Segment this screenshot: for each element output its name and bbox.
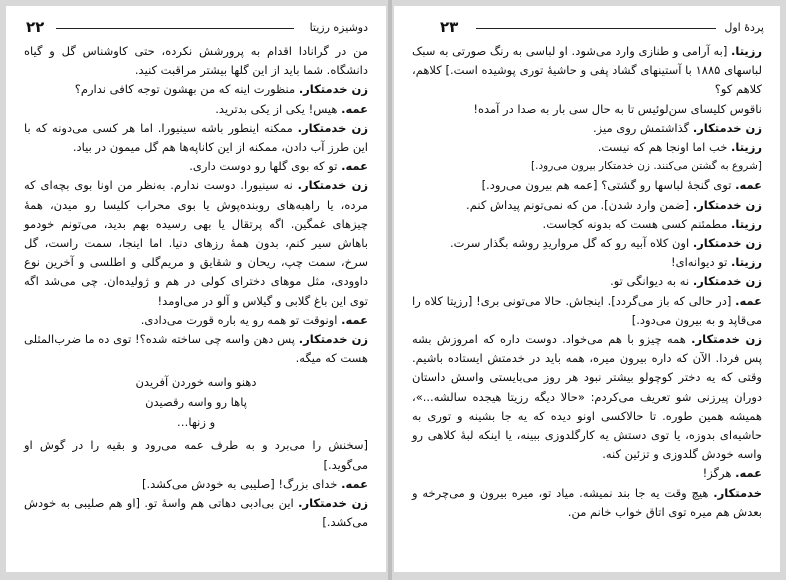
right-page-header <box>410 18 764 36</box>
dialogue-paragraph: زن خدمتکار. نه سینیورا. دوست ندارم. به‌نظر من اونا بوی بچه‌ای که مرده، یا راهبه‌های روبنده‌پوش یا بوی محراب کلیسا رو میدن، همهٔ چیزهای غمگین. اگه پرتقال یا بهی رسیده بهم بدید، می‌تونم خودمو باهاش سیر کنم، بدون همهٔ رزهای دنیا. اما اینجا، سمت راست، گل سرخ، سمت چپ، ریحان و شقایق و مریم‌گلی و اطلسی و آخرین نوع داوودی، مثل موهای دخترای کولی در هم و ژولیده‌ان. چی می‌شد اگه توی این باغ گلابی و گیلاس و آلو در می‌اومد! <box>24 178 369 308</box>
dialogue-paragraph: زن خدمتکار. اون کلاه آبیه رو که گل مرواریدِ روشه بگذار سرت. <box>449 236 762 251</box>
poem-line: دهنو واسه خوردن آفریدن <box>135 375 257 390</box>
dialogue-paragraph: زن خدمتکار. گذاشتمش روی میز. <box>592 120 762 135</box>
header-rule <box>476 28 716 29</box>
right-page-number: ۲۳ <box>440 18 459 36</box>
dialogue-paragraph: زن خدمتکار. این بی‌ادبی دهاتی هم واسهٔ تو. [او هم صلیبی به خودش می‌کشد.] <box>24 496 369 530</box>
left-page-header <box>22 18 370 36</box>
dialogue-paragraph: زن خدمتکار. ممکنه اینطور باشه سینیورا. اما هر کسی می‌دونه که با این طرز آب دادن، ممکنه از این کاناپه‌ها هم گل میمون در بیاد. <box>24 120 368 155</box>
dialogue-paragraph: رزیتا. خب اما اونجا هم که نیست. <box>597 140 762 155</box>
poem-line: پاها رو واسه رقصیدن <box>145 395 247 410</box>
dialogue-paragraph: رزیتا. مطمئنم کسی هست که بدونه کجاست. <box>542 216 762 231</box>
left-page <box>6 6 386 572</box>
dialogue-paragraph: من در گرانادا اقدام به پرورشش نکرده، حتی کاوشناس گل و گیاه دانشگاه. شما باید از این گلها بیشتر مراقبت کنید. <box>24 44 368 78</box>
dialogue-paragraph: عمه. هرگز! <box>702 466 762 481</box>
dialogue-paragraph: عمه. اونوقت تو همه رو یه باره قورت می‌دادی. <box>140 312 368 327</box>
dialogue-paragraph: عمه. تو که بوی گلها رو دوست داری. <box>189 159 368 174</box>
stage-direction: [شروع به گشتن می‌کنند. زن خدمتکار بیرون می‌رود.] <box>531 160 762 173</box>
right-page <box>394 6 780 572</box>
dialogue-paragraph: عمه. هیس! یکی از یکی بدترید. <box>215 101 368 116</box>
right-page-body <box>412 42 762 522</box>
dialogue-paragraph: زن خدمتکار. پس دهن واسه چی ساخته شده؟! توی ده ما ضرب‌المثلی هست که میگه. <box>24 332 369 366</box>
dialogue-paragraph: عمه. خدای بزرگ! [صلیبی به خودش می‌کشد.] <box>141 476 368 491</box>
dialogue-paragraph: زن خدمتکار. همه چیزو با هم می‌خواد. دوست داره که امروزش بشه پس فردا. الآن که داره بیرون میره، همه باید در خدمتش ایستاده باشیم. وقتی که یه دختر کوچولو بیشتر نبود هر روز می‌بایستی واسش داستان دوران پیرزنی شو تعریف می‌کردم: «حالا دیگه رزیتا هیجده سالشه...»، همیشه همین طوره. تا حالاکسی اونو دیده که یه جا بشینه و توری به حاشیه‌ای بدوزه، یا توی دستش یه کارگلدوزی ببینه، یا اینکه لبهٔ کلاهی رو واسه خودش گلدوزی و تزئین کنه. <box>412 332 762 462</box>
dialogue-paragraph: رزیتا. [به آرامی و طنازی وارد می‌شود. او لباسی به رنگ صورتی به سبک لباسهای ۱۸۸۵ با آستینهای گشاد پفی و حاشیهٔ توری پوشیده است.] کلاهم، کلاهم کو؟ <box>412 44 763 97</box>
poem-line: و زنها… <box>176 415 216 430</box>
right-running-title: پردهٔ اول <box>724 21 764 34</box>
dialogue-paragraph: رزیتا. تو دیوانه‌ای! <box>670 255 762 270</box>
dialogue-paragraph: ناقوس کلیسای سن‌لوئیس تا به حال سی بار به صدا در آمده! <box>473 101 762 116</box>
header-rule <box>56 28 294 29</box>
left-page-number: ۲۲ <box>26 18 45 36</box>
dialogue-paragraph: خدمتکار. هیچ وقت یه جا بند نمیشه. میاد تو، میره بیرون و می‌چرخه و بعدش هم میره توی اتاق خواب خانم من. <box>412 485 762 519</box>
dialogue-paragraph: زن خدمتکار. نه به دیوانگی تو. <box>610 274 762 289</box>
left-running-title: دوشیزه رزیتا <box>309 21 368 34</box>
dialogue-paragraph: زن خدمتکار. منظورت اینه که من بهشون توجه کافی ندارم؟ <box>74 82 368 97</box>
proverb-poem <box>24 372 368 432</box>
left-page-body <box>24 42 368 532</box>
dialogue-paragraph: عمه. [در حالی که باز می‌گردد]. اینجاش. حالا می‌تونی بری! [رزیتا کلاه را می‌قاپد و به بیرون می‌دود.] <box>412 293 762 327</box>
dialogue-paragraph: [سخنش را می‌برد و به طرف عمه می‌رود و بقیه را در گوش او می‌گوید.] <box>24 438 368 472</box>
book-gutter <box>388 0 392 580</box>
dialogue-paragraph: عمه. توی گنجهٔ لباسها رو گشتی؟ [عمه هم بیرون می‌رود.] <box>481 178 762 193</box>
dialogue-paragraph: زن خدمتکار. [ضمن وارد شدن]. من که نمی‌تونم پیداش کنم. <box>466 197 762 212</box>
